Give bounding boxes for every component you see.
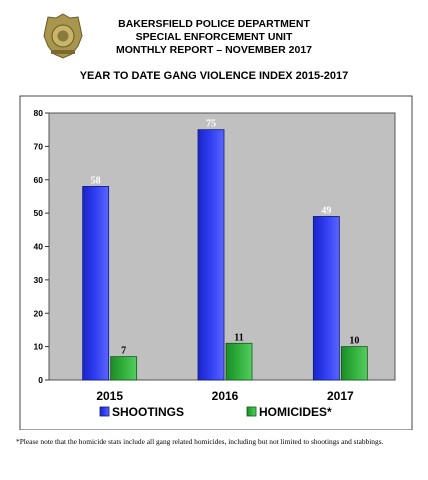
shootings-bar	[83, 186, 109, 380]
y-tick-label: 80	[33, 108, 43, 118]
y-tick-label: 40	[33, 241, 43, 252]
y-tick-label: 70	[33, 141, 43, 152]
homicides-bar	[226, 343, 252, 380]
footnote: *Please note that the homicide stats include all gang related homicides, including but not limited to shootings and stabbings.	[16, 437, 384, 446]
x-category-label: 2016	[211, 389, 239, 403]
legend-swatch-homicides	[247, 407, 256, 416]
y-tick-label: 10	[33, 341, 43, 352]
homicides-value-label: 11	[234, 332, 244, 344]
shootings-value-label: 75	[206, 118, 216, 130]
homicides-bar	[111, 357, 137, 380]
homicides-bar	[341, 347, 367, 380]
chart-title: YEAR TO DATE GANG VIOLENCE INDEX 2015-2017	[79, 70, 349, 82]
shootings-bar	[313, 216, 339, 380]
y-tick-label: 60	[33, 174, 43, 185]
department-name: BAKERSFIELD POLICE DEPARTMENT	[118, 18, 310, 30]
y-tick-label: 30	[33, 274, 43, 285]
shootings-value-label: 58	[90, 175, 101, 187]
x-category-label: 2015	[96, 389, 124, 403]
legend-label-shootings: SHOOTINGS	[112, 405, 185, 419]
unit-name: SPECIAL ENFORCEMENT UNIT	[135, 31, 293, 43]
legend-label-homicides: HOMICIDES*	[259, 405, 332, 419]
shootings-bar	[198, 130, 224, 380]
homicides-value-label: 10	[349, 335, 360, 347]
y-tick-label: 50	[33, 208, 43, 219]
legend-swatch-shootings	[100, 407, 109, 416]
homicides-value-label: 7	[121, 345, 127, 357]
x-category-label: 2017	[326, 389, 354, 403]
shootings-value-label: 49	[321, 205, 332, 217]
report-period: MONTHLY REPORT – NOVEMBER 2017	[115, 44, 313, 56]
y-tick-label: 20	[33, 308, 43, 319]
y-tick-label: 0	[38, 375, 43, 385]
